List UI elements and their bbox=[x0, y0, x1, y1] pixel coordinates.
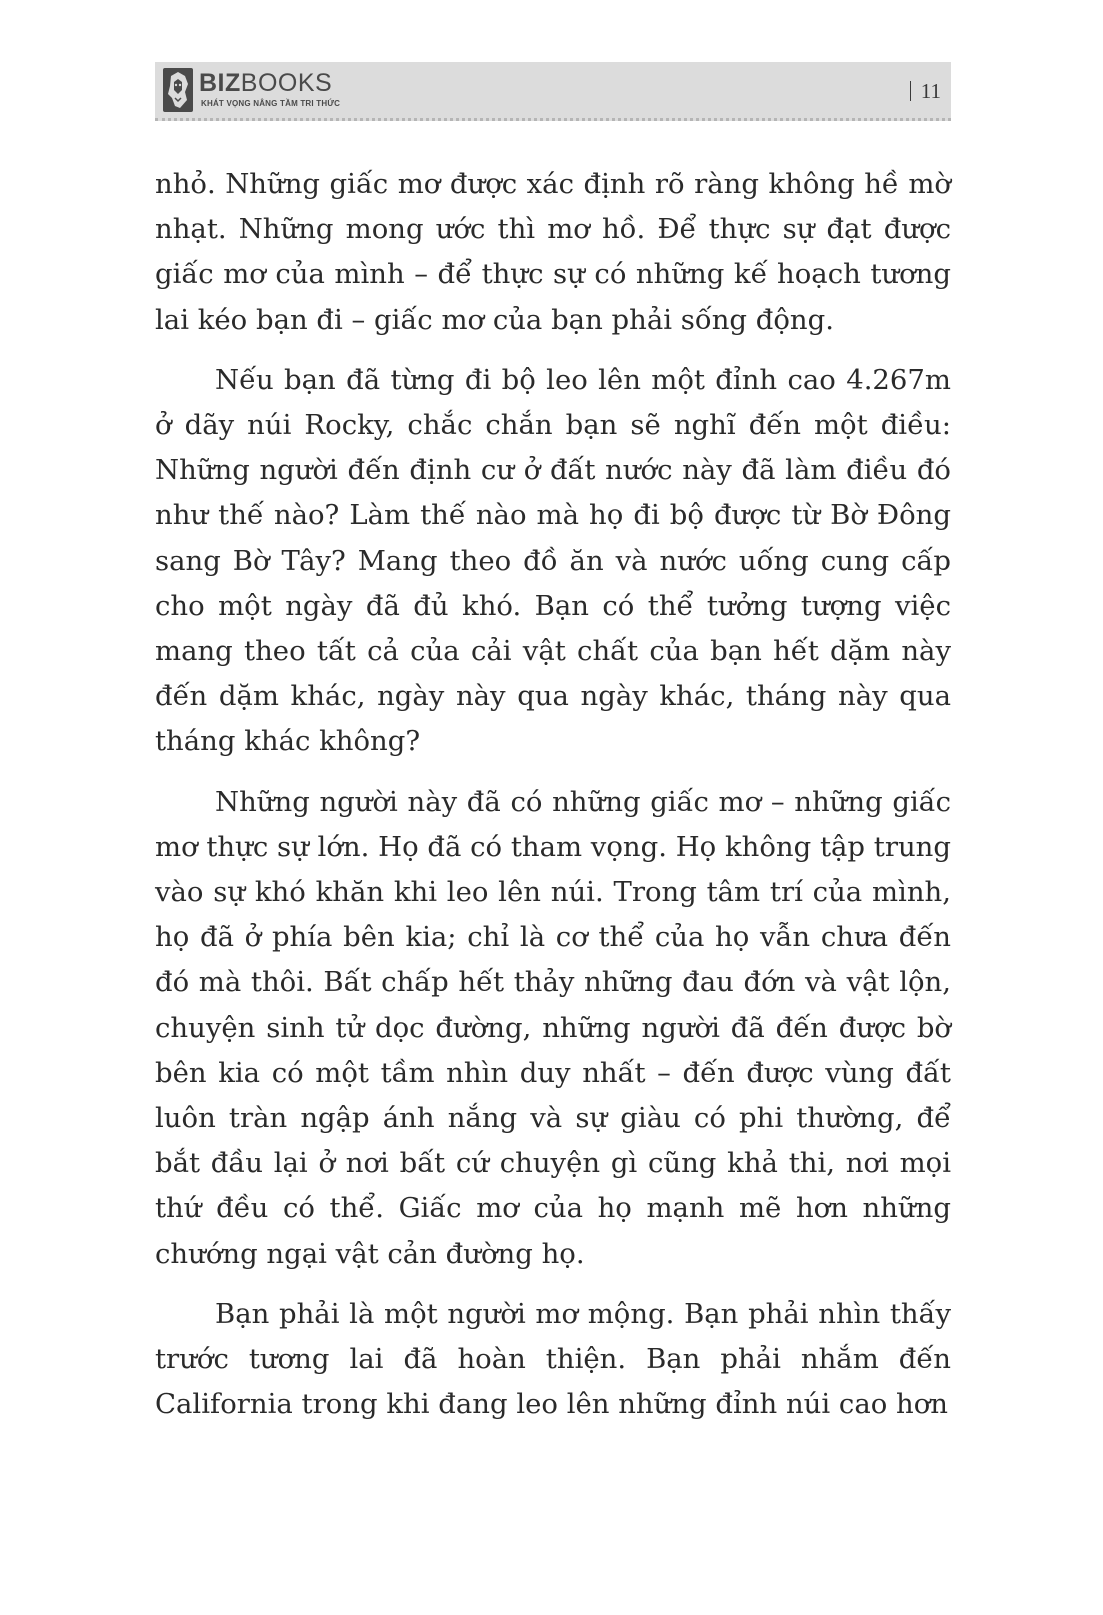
publisher-logo-text bbox=[199, 69, 332, 97]
page-number-divider bbox=[910, 81, 911, 101]
running-header bbox=[155, 62, 951, 121]
logo-biz: BIZ bbox=[199, 69, 241, 97]
body-text bbox=[155, 162, 951, 1442]
paragraph-3: Những người này đã có những giấc mơ – những giấc mơ thực sự lớn. Họ đã có tham vọng. Họ không tập trung vào sự khó khăn khi leo lên núi. Trong tâm trí của mình, họ đã ở phía bên kia; chỉ là cơ thể của họ vẫn chưa đến đó mà thôi. Bất chấp hết thảy những đau đớn và vật lộn, chuyện sinh tử dọc đường, những người đã đến được bờ bên kia có một tầm nhìn duy nhất – đến được vùng đất luôn tràn ngập ánh nắng và sự giàu có phi thường, để bắt đầu lại ở nơi bất cứ chuyện gì cũng khả thi, nơi mọi thứ đều có thể. Giấc mơ của họ mạnh mẽ hơn những chướng ngại vật cản đường họ. bbox=[155, 785, 951, 1270]
logo-books: BOOKS bbox=[240, 69, 333, 97]
page-number bbox=[910, 79, 941, 103]
paragraph-1: nhỏ. Những giấc mơ được xác định rõ ràng không hề mờ nhạt. Những mong ước thì mơ hồ. Để thực sự đạt được giấc mơ của mình – để thực sự có những kế hoạch tương lai kéo bạn đi – giấc mơ của bạn phải sống động. bbox=[155, 168, 951, 336]
page-number-value: 11 bbox=[920, 79, 941, 103]
paragraph-4: Bạn phải là một người mơ mộng. Bạn phải nhìn thấy trước tương lai đã hoàn thiện. Bạn phải nhắm đến California trong khi đang leo lên những đỉnh núi cao hơn bbox=[155, 1297, 951, 1421]
lion-head-icon bbox=[163, 68, 193, 112]
publisher-tagline: KHÁT VỌNG NÂNG TẦM TRI THỨC bbox=[201, 99, 341, 108]
paragraph-2: Nếu bạn đã từng đi bộ leo lên một đỉnh cao 4.267m ở dãy núi Rocky, chắc chắn bạn sẽ nghĩ đến một điều: Những người đến định cư ở đất nước này đã làm điều đó như thế nào? Làm thế nào mà họ đi bộ được từ Bờ Đông sang Bờ Tây? Mang theo đồ ăn và nước uống cung cấp cho một ngày đã đủ khó. Bạn có thể tưởng tượng việc mang theo tất cả của cải vật chất của bạn hết dặm này đến dặm khác, ngày này qua ngày khác, tháng này qua tháng khác không? bbox=[155, 363, 951, 758]
